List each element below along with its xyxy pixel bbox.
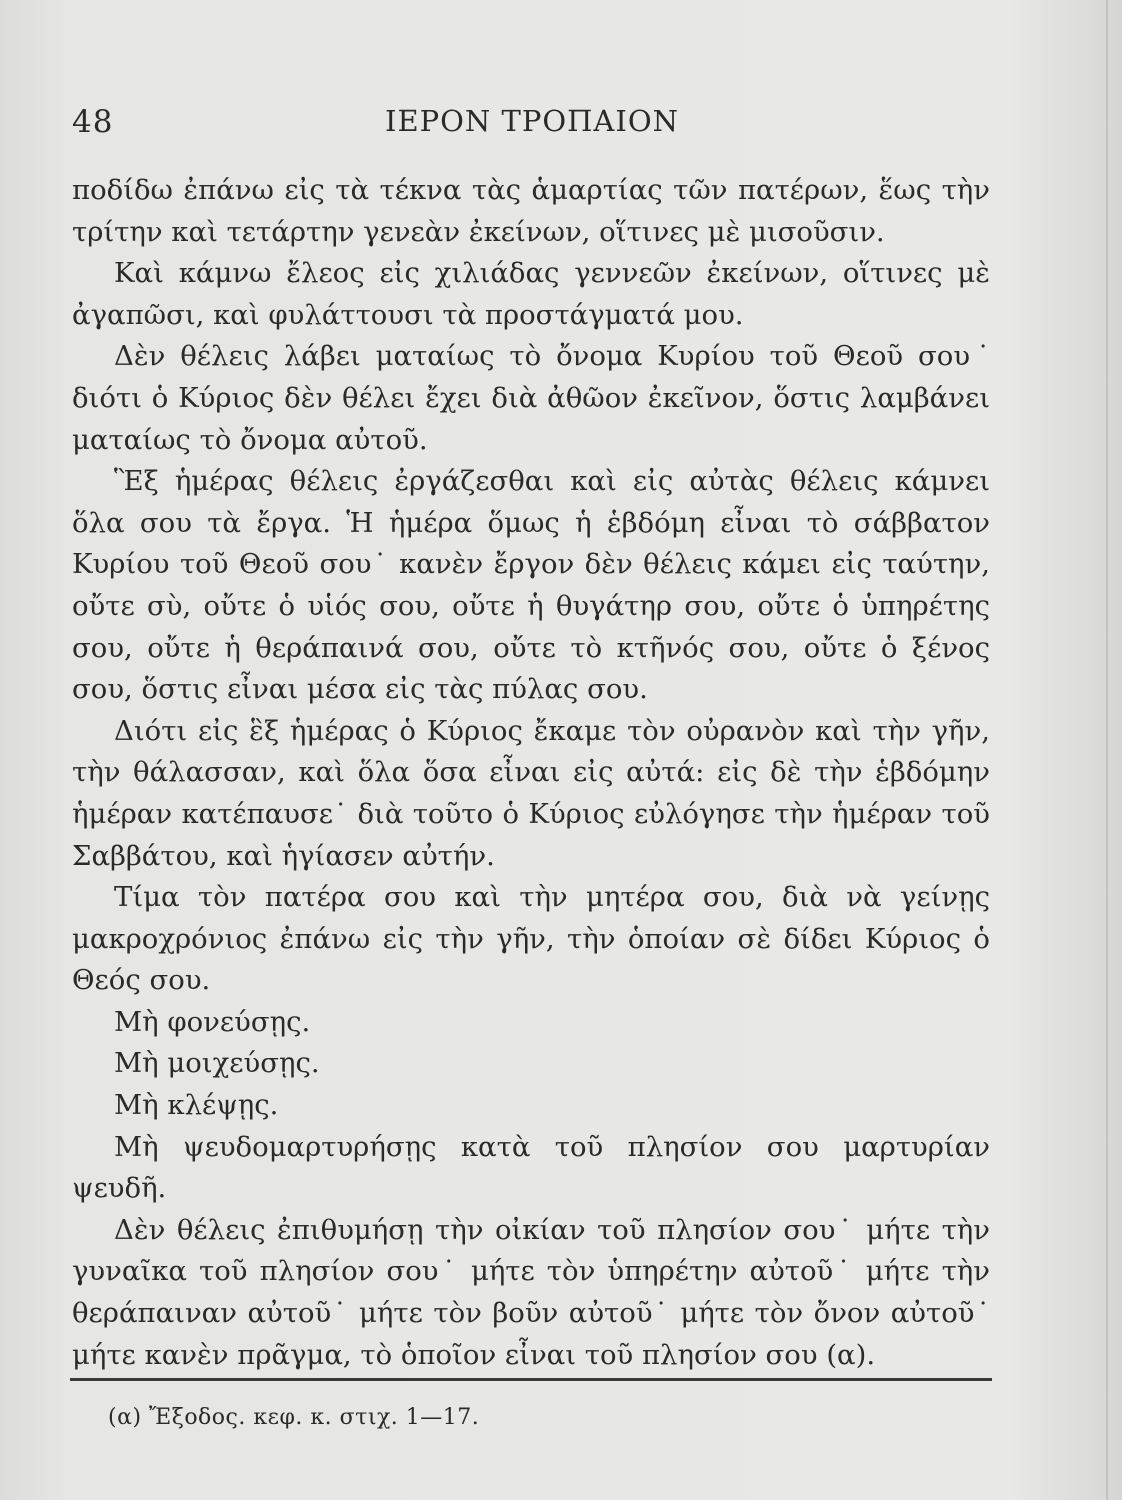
page-number: 48 bbox=[72, 104, 114, 140]
paragraph: Καὶ κάμνω ἔλεος εἰς χιλιάδας γεννεῶν ἐκείνων, οἵτινες μὲ ἀγαπῶσι, καὶ φυλάττουσι τὰ προστάγματά μου. bbox=[72, 257, 990, 331]
body-text bbox=[72, 170, 990, 1376]
running-title: ΙΕΡΟΝ ΤΡΟΠΑΙΟΝ bbox=[385, 104, 679, 138]
paragraph: Τίμα τὸν πατέρα σου καὶ τὴν μητέρα σου, διὰ νὰ γείνῃς μακροχρόνιος ἐπάνω εἰς τὴν γῆν, τὴν ὁποίαν σὲ δίδει Κύριος ὁ Θεός σου. bbox=[72, 881, 990, 997]
paragraph-continued: ποδίδω ἐπάνω εἰς τὰ τέκνα τὰς ἁμαρτίας τῶν πατέρων, ἕως τὴν τρίτην καὶ τετάρτην γενεὰν ἐκείνων, οἵτινες μὲ μισοῦσιν. bbox=[72, 174, 990, 248]
paragraph: Δὲν θέλεις λάβει ματαίως τὸ ὄνομα Κυρίου τοῦ Θεοῦ σου˙ διότι ὁ Κύριος δὲν θέλει ἔχει διὰ ἀθῶον ἐκεῖνον, ὅστις λαμβάνει ματαίως τὸ ὄνομα αὐτοῦ. bbox=[72, 340, 990, 456]
paragraph: Δὲν θέλεις ἐπιθυμήσῃ τὴν οἰκίαν τοῦ πλησίον σου˙ μήτε τὴν γυναῖκα τοῦ πλησίον σου˙ μήτε τὸν ὑπηρέτην αὐτοῦ˙ μήτε τὴν θεράπαιναν αὐτοῦ˙ μήτε τὸν βοῦν αὐτοῦ˙ μήτε τὸν ὄνον αὐτοῦ˙ μήτε κανὲν πρᾶγμα, τὸ ὁποῖον εἶναι τοῦ πλησίον σου (α). bbox=[72, 1213, 990, 1371]
footnote: (α) Ἔξοδος. κεφ. κ. στιχ. 1—17. bbox=[108, 1405, 480, 1430]
paragraph: Μὴ κλέψῃς. bbox=[114, 1089, 279, 1122]
footnote-rule bbox=[70, 1378, 992, 1381]
paragraph: Διότι εἰς ἓξ ἡμέρας ὁ Κύριος ἔκαμε τὸν οὐρανὸν καὶ τὴν γῆν, τὴν θάλασσαν, καὶ ὅλα ὅσα εἶναι εἰς αὐτά: εἰς δὲ τὴν ἑβδόμην ἡμέραν κατέπαυσε˙ διὰ τοῦτο ὁ Κύριος εὐλόγησε τὴν ἡμέραν τοῦ Σαββάτου, καὶ ἡγίασεν αὐτήν. bbox=[72, 714, 990, 872]
page-edge bbox=[1106, 0, 1108, 1500]
paragraph: Μὴ φονεύσῃς. bbox=[114, 1005, 311, 1038]
page-header bbox=[72, 104, 992, 154]
paragraph: Μὴ μοιχεύσῃς. bbox=[114, 1047, 320, 1080]
paragraph: Μὴ ψευδομαρτυρήσῃς κατὰ τοῦ πλησίον σου μαρτυρίαν ψευδῆ. bbox=[72, 1130, 990, 1205]
paragraph: Ἓξ ἡμέρας θέλεις ἐργάζεσθαι καὶ εἰς αὐτὰς θέλεις κάμνει ὅλα σου τὰ ἔργα. Ἡ ἡμέρα ὅμως ἡ ἑβδόμη εἶναι τὸ σάββατον Κυρίου τοῦ Θεοῦ σου˙ κανὲν ἔργον δὲν θέλεις κάμει εἰς ταύτην, οὔτε σὺ, οὔτε ὁ υἱός σου, οὔτε ἡ θυγάτηρ σου, οὔτε ὁ ὑπηρέτης σου, οὔτε ἡ θεράπαινά σου, οὔτε τὸ κτῆνός σου, οὔτε ὁ ξένος σου, ὅστις εἶναι μέσα εἰς τὰς πύλας σου. bbox=[72, 465, 990, 706]
